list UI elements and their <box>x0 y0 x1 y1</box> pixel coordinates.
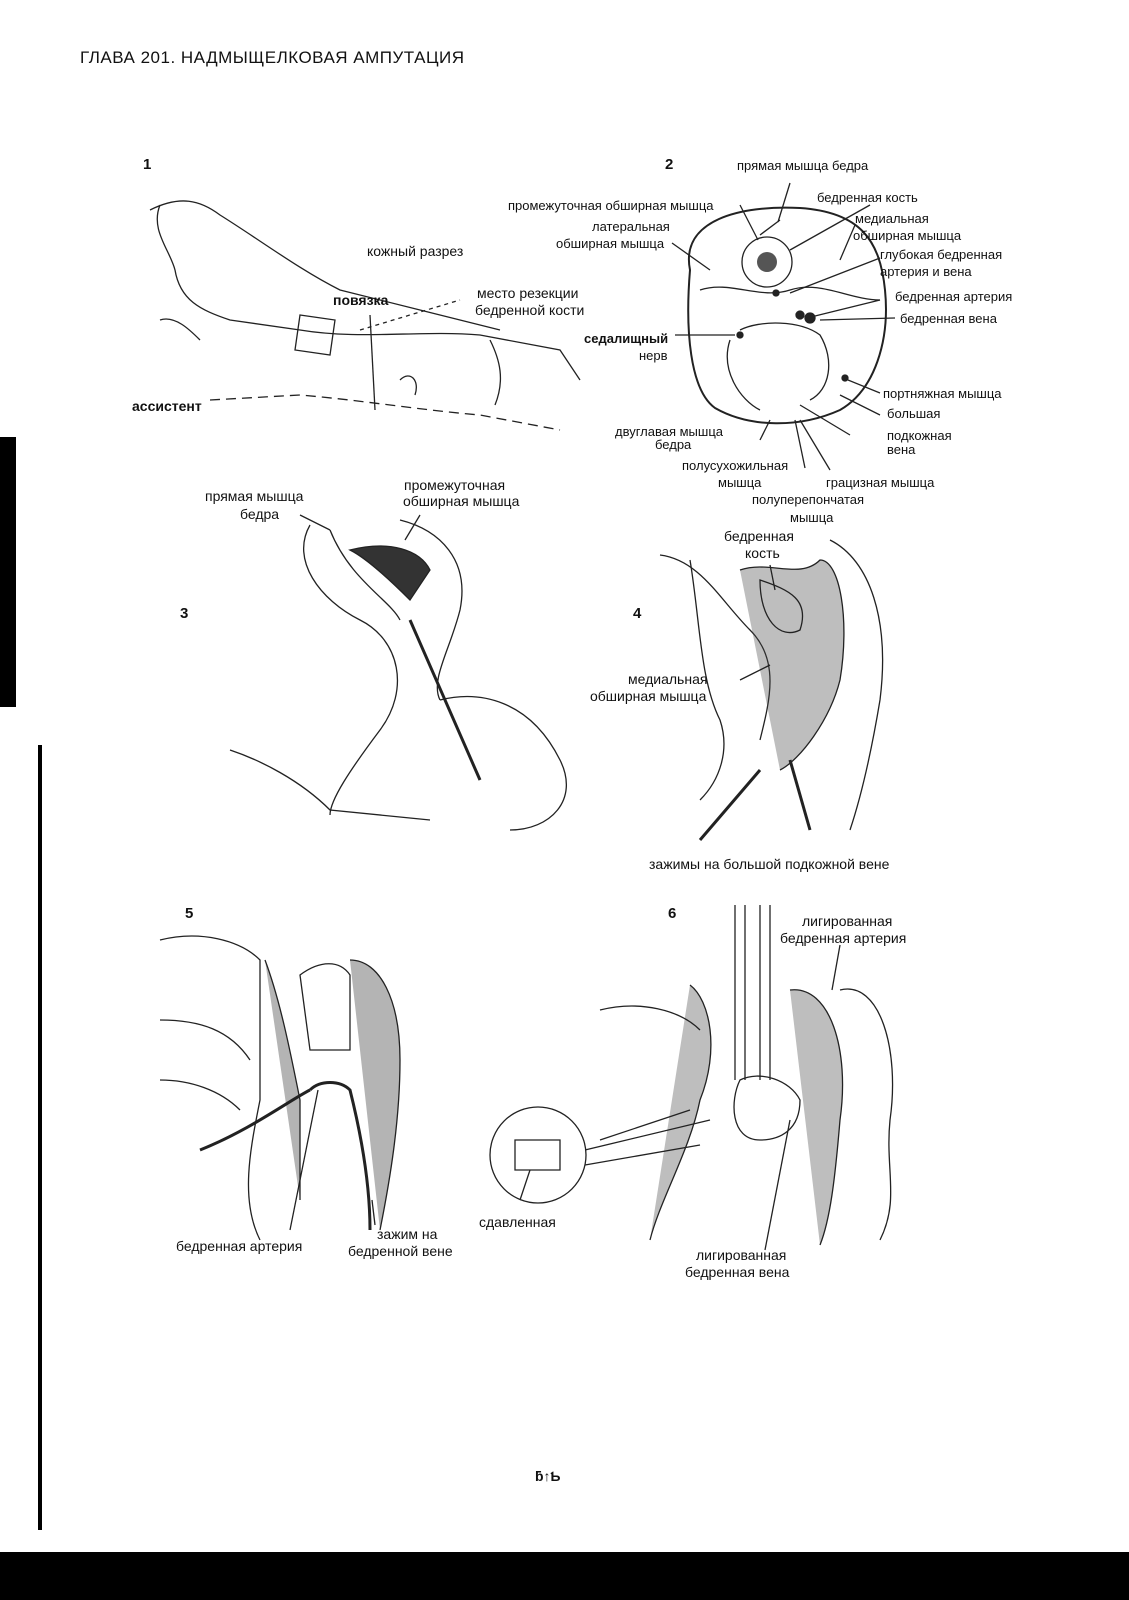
label-biceps-line1: двуглавая мышца <box>615 424 724 439</box>
label-f3-intermedius-line1: промежуточная <box>404 477 506 493</box>
label-rectus-femoris: прямая мышца бедра <box>737 158 869 173</box>
page-number: ƃ↑Ƅ <box>535 1468 561 1484</box>
label-f4-femur-line2: кость <box>745 545 780 561</box>
label-gracilis: грацизная мышца <box>826 475 935 490</box>
label-vastus-lateralis-line1: латеральная <box>592 219 670 234</box>
label-vastus-medialis-line2: обширная мышца <box>853 228 962 243</box>
figure-2-number: 2 <box>665 156 674 173</box>
label-biceps-line2: бедра <box>655 437 692 452</box>
label-f4-clamps: зажимы на большой подкожной вене <box>649 856 890 872</box>
label-f3-rectus-line2: бедра <box>240 506 280 522</box>
label-bandage: повязка <box>333 292 389 308</box>
label-vastus-lateralis-line2: обширная мышца <box>556 236 665 251</box>
label-semimembranosus-line1: полуперепончатая <box>752 492 865 507</box>
label-vastus-intermedius: промежуточная обширная мышца <box>508 198 714 213</box>
label-sciatic-line1: седалищный <box>584 331 669 346</box>
label-saphenous-line2: подкожная <box>887 428 952 443</box>
label-f4-femur-line1: бедренная <box>724 528 794 544</box>
label-f6-ligated-artery-line2: бедренная артерия <box>780 930 907 946</box>
label-f5-clamp-line2: бедренной вене <box>348 1243 453 1259</box>
figure-5-number: 5 <box>185 905 194 922</box>
label-femoral-vein: бедренная вена <box>900 311 997 326</box>
label-semitendinosus-line1: полусухожильная <box>682 458 789 473</box>
label-semitendinosus-line2: мышца <box>718 475 762 490</box>
figure-5-drawing <box>160 936 400 1240</box>
label-saphenous-line3: вена <box>887 442 916 457</box>
label-f6-crushed: сдавленная <box>479 1214 556 1230</box>
label-f5-clamp-line1: зажим на <box>377 1226 438 1242</box>
figure-3-drawing <box>230 515 566 830</box>
label-sciatic-line2: нерв <box>639 348 668 363</box>
label-vastus-medialis-line1: медиальная <box>855 211 929 226</box>
label-f3-rectus-line1: прямая мышца <box>205 488 304 504</box>
label-incision: кожный разрез <box>367 243 464 259</box>
label-semimembranosus-line2: мышца <box>790 510 834 525</box>
figure-6-drawing <box>490 905 893 1250</box>
chapter-title: ГЛАВА 201. НАДМЫЩЕЛКОВАЯ АМПУТАЦИЯ <box>80 48 465 67</box>
label-deep-femoral-line2: артерия и вена <box>880 264 972 279</box>
label-f4-medialis-line2: обширная мышца <box>590 688 707 704</box>
figure-1-number: 1 <box>143 156 152 173</box>
label-assistant: ассистент <box>132 398 202 414</box>
label-sartorius: портняжная мышца <box>883 386 1002 401</box>
label-femur: бедренная кость <box>817 190 918 205</box>
figure-3-number: 3 <box>180 605 189 622</box>
label-resection-line2: бедренной кости <box>475 302 585 318</box>
label-f6-ligated-vein-line2: бедренная вена <box>685 1264 790 1280</box>
figure-6-number: 6 <box>668 905 677 922</box>
label-saphenous-line1: большая <box>887 406 941 421</box>
label-f6-ligated-vein-line1: лигированная <box>696 1247 787 1263</box>
label-f6-ligated-artery-line1: лигированная <box>802 913 893 929</box>
label-f3-intermedius-line2: обширная мышца <box>403 493 520 509</box>
label-f4-medialis-line1: медиальная <box>628 671 708 687</box>
label-deep-femoral-line1: глубокая бедренная <box>880 247 1003 262</box>
figure-4-number: 4 <box>633 605 642 622</box>
label-f5-femoral-artery: бедренная артерия <box>176 1238 303 1254</box>
label-resection-line1: место резекции <box>477 285 579 301</box>
label-femoral-artery: бедренная артерия <box>895 289 1013 304</box>
